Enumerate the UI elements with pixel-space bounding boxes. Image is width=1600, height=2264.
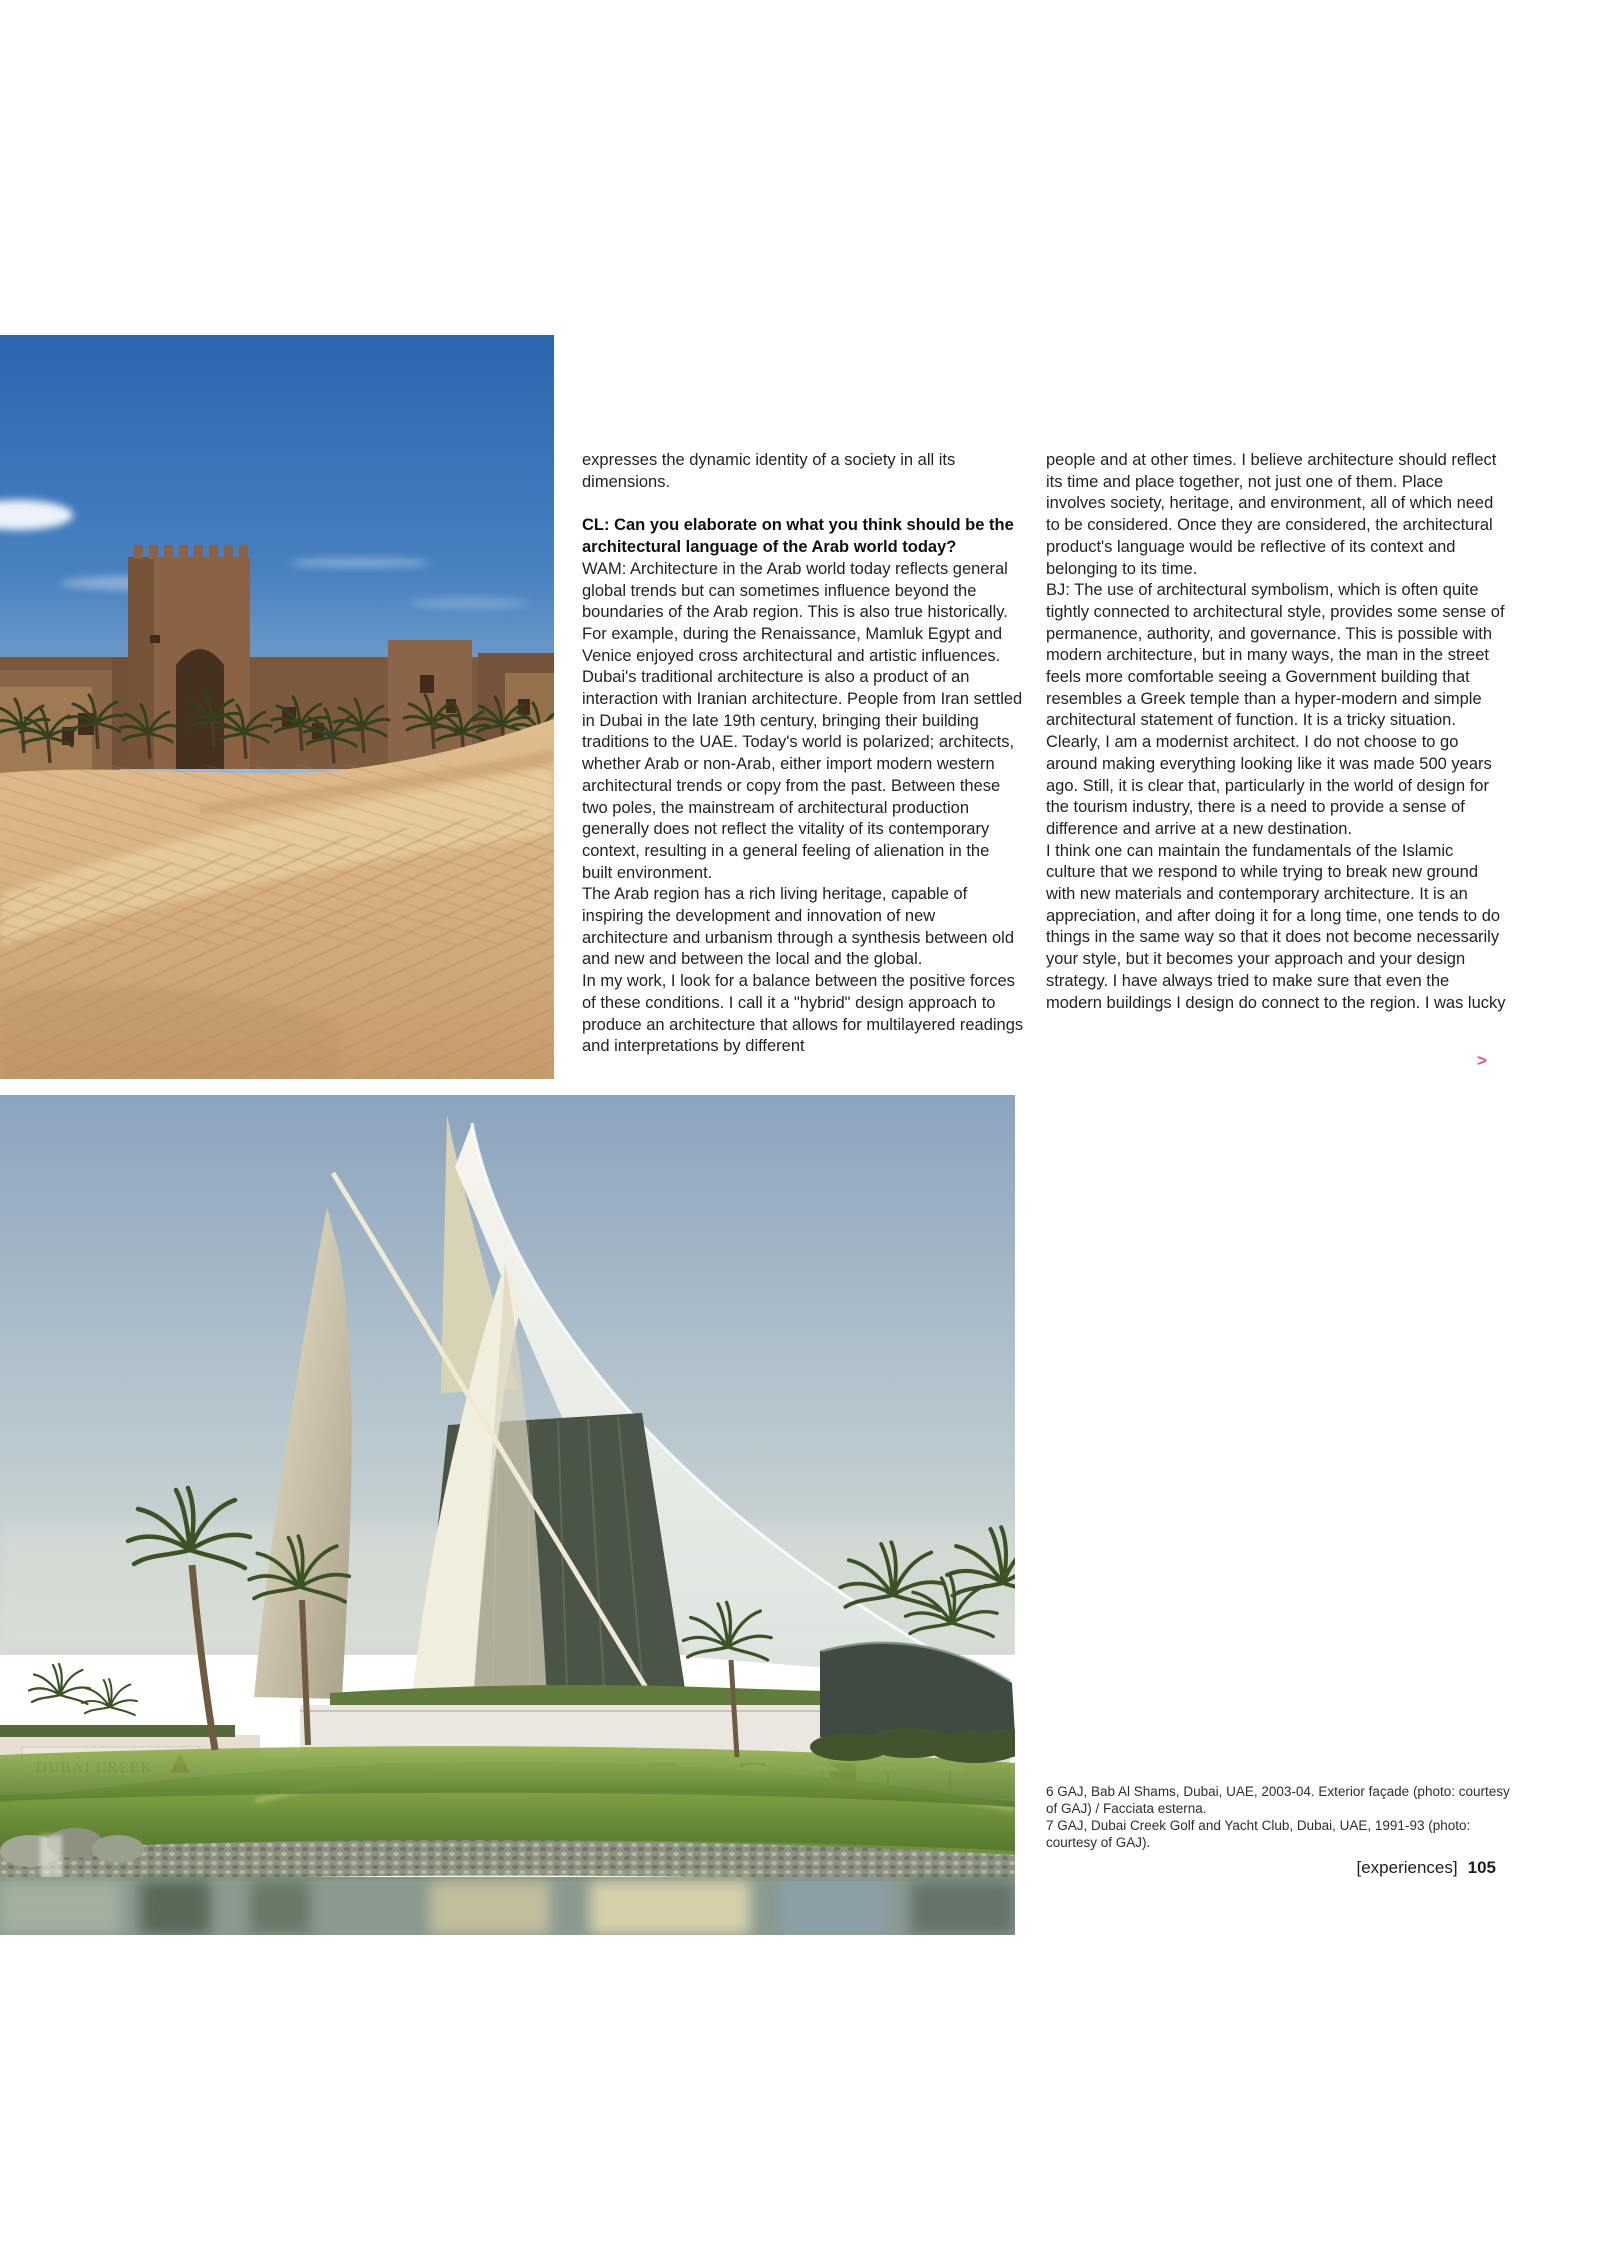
- article-column-left: [582, 450, 1024, 1058]
- dubai-creek-illustration: [0, 1095, 1015, 1935]
- wam-answer-paragraph-2: The Arab region has a rich living heritage, capable of inspiring the development and innovation of new architecture and urbanism through a synthesis between old and new and between the local and the global.: [582, 885, 1015, 969]
- photo-dubai-creek-club: [0, 1095, 1015, 1935]
- right-paragraph-2: I think one can maintain the fundamentals of the Islamic culture that we respond to while trying to break new ground with new materials and contemporary architecture. It is an appreciation, and after doing it for a long time, one tends to do things in the same way so that it does not become necessarily your style, but it becomes your approach and your design strategy. I have always tried to make sure that even the modern buildings I design do connect to the region. I was lucky: [1046, 841, 1506, 1012]
- wam-answer-paragraph-3: In my work, I look for a balance between the positive forces of these conditions. I call it a "hybrid" design approach to produce an architecture that allows for multilayered readings and interpretations by different: [582, 972, 1024, 1056]
- intro-paragraph: expresses the dynamic identity of a society in all its dimensions.: [582, 451, 956, 491]
- photo-captions: [1046, 1783, 1516, 1851]
- bab-al-shams-illustration: [0, 335, 554, 1079]
- interview-question-heading: CL: Can you elaborate on what you think should be the architectural language of the Arab world today?: [582, 516, 1014, 557]
- continuation-arrow-icon: >: [1477, 1051, 1487, 1070]
- photo-bab-al-shams: [0, 335, 554, 1079]
- bj-answer-paragraph: BJ: The use of architectural symbolism, which is often quite tightly connected to architectural style, provides some sense of permanence, authority, and governance. This is possible with modern architecture, but in many ways, the man in the street feels more comfortable seeing a Government building that resembles a Greek temple than a hyper-modern and simple architectural statement of function. It is a tricky situation. Clearly, I am a modernist architect. I do not choose to go around making everything looking like it was made 500 years ago. Still, it is clear that, particularly in the world of design for the tourism industry, there is a need to provide a sense of difference and arrive at a new destination.: [1046, 581, 1505, 838]
- wam-answer-paragraph-1: WAM: Architecture in the Arab world today reflects general global trends but can sometimes influence beyond the boundaries of the Arab region. This is also true historically. For example, during the Renaissance, Mamluk Egypt and Venice enjoyed cross architectural and artistic influences. Dubai's traditional architecture is also a product of an interaction with Iranian architecture. People from Iran settled in Dubai in the late 19th century, bringing their building traditions to the UAE. Today's world is polarized; architects, whether Arab or non-Arab, either import modern western architectural trends or copy from the past. Between these two poles, the mainstream of architectural production generally does not reflect the vitality of its contemporary context, resulting in a general feeling of alienation in the built environment.: [582, 559, 1023, 882]
- page-number: 105: [1467, 1858, 1496, 1877]
- caption-6: 6 GAJ, Bab Al Shams, Dubai, UAE, 2003-04. Exterior façade (photo: courtesy of GAJ) / Facciata esterna.: [1046, 1784, 1510, 1816]
- article-column-right: [1046, 450, 1506, 1014]
- sand-dunes: [0, 719, 554, 1079]
- caption-7: 7 GAJ, Dubai Creek Golf and Yacht Club, Dubai, UAE, 1991-93 (photo: courtesy of GAJ).: [1046, 1818, 1471, 1850]
- paragraph-spacer: [582, 493, 1024, 515]
- dark-glass-annex: [820, 1642, 1015, 1737]
- right-paragraph-1: people and at other times. I believe architecture should reflect its time and place together, not just one of them. Place involves society, heritage, and environment, all of which need to be considered. Once they are considered, the architectural product's language would be reflective of its context and belonging to its time.: [1046, 451, 1497, 578]
- page-footer: [1357, 1858, 1497, 1878]
- section-label: [experiences]: [1356, 1858, 1458, 1877]
- water: [0, 1877, 1015, 1935]
- entrance-hedge-roof: [0, 1725, 235, 1737]
